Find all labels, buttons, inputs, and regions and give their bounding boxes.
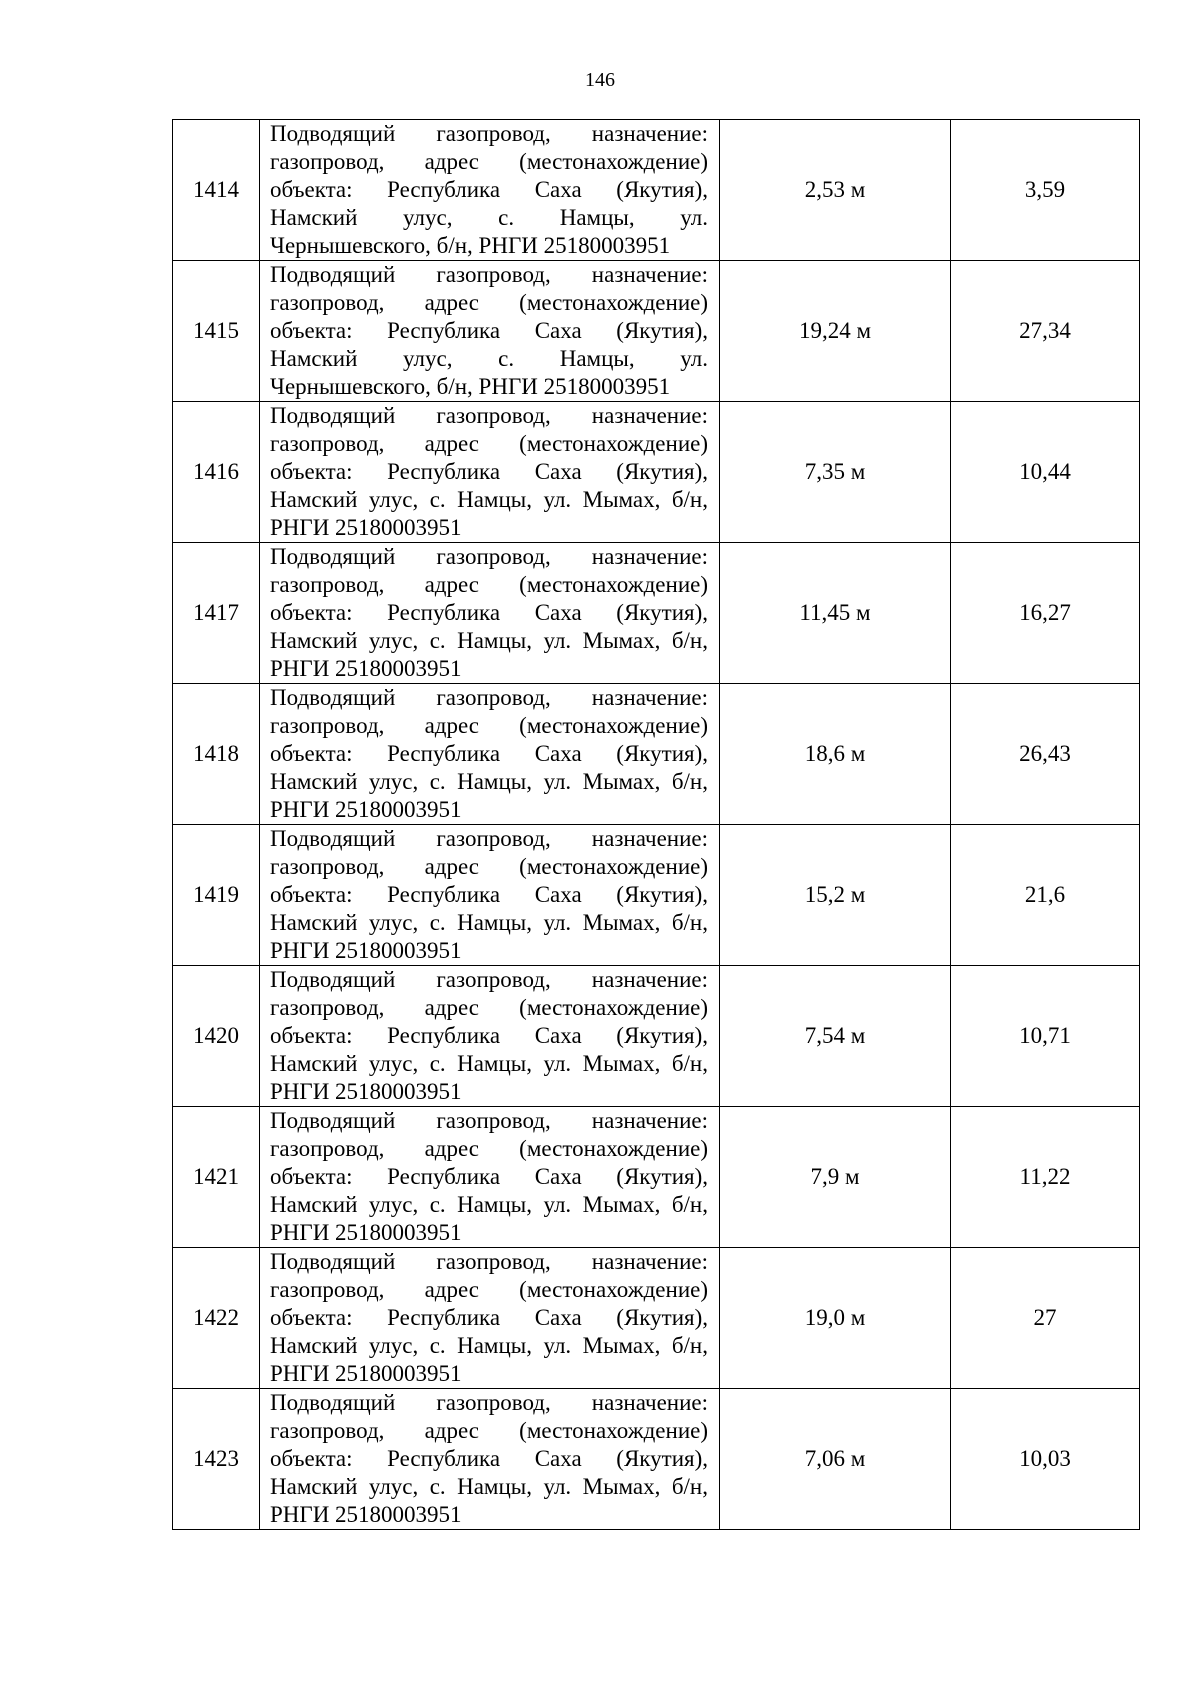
object-description-cell: Подводящий газопровод, назначение: газопровод, адрес (местонахождение) объекта: Республика Саха (Якутия), Намский улус, с. Намцы, ул. Мымах, б/н, РНГИ 25180003951 — [260, 402, 720, 543]
value-cell: 10,44 — [951, 402, 1140, 543]
value-cell: 27,34 — [951, 261, 1140, 402]
property-registry-table — [172, 119, 1140, 1530]
row-number-cell: 1419 — [173, 825, 260, 966]
row-number-cell: 1420 — [173, 966, 260, 1107]
table-row — [173, 966, 1140, 1107]
length-cell: 19,24 м — [720, 261, 951, 402]
value-cell: 10,71 — [951, 966, 1140, 1107]
value-cell: 3,59 — [951, 120, 1140, 261]
object-description-cell: Подводящий газопровод, назначение: газопровод, адрес (местонахождение) объекта: Республика Саха (Якутия), Намский улус, с. Намцы, ул. Мымах, б/н, РНГИ 25180003951 — [260, 684, 720, 825]
length-cell: 11,45 м — [720, 543, 951, 684]
table-row — [173, 1107, 1140, 1248]
length-cell: 15,2 м — [720, 825, 951, 966]
object-description-cell: Подводящий газопровод, назначение: газопровод, адрес (местонахождение) объекта: Республика Саха (Якутия), Намский улус, с. Намцы, ул. Мымах, б/н, РНГИ 25180003951 — [260, 543, 720, 684]
table-row — [173, 402, 1140, 543]
length-cell: 7,9 м — [720, 1107, 951, 1248]
table-row — [173, 825, 1140, 966]
table-row — [173, 1248, 1140, 1389]
row-number-cell: 1415 — [173, 261, 260, 402]
page-number: 146 — [585, 69, 615, 91]
object-description-cell: Подводящий газопровод, назначение: газопровод, адрес (местонахождение) объекта: Республика Саха (Якутия), Намский улус, с. Намцы, ул. Мымах, б/н, РНГИ 25180003951 — [260, 825, 720, 966]
object-description-cell: Подводящий газопровод, назначение: газопровод, адрес (местонахождение) объекта: Республика Саха (Якутия), Намский улус, с. Намцы, ул. Чернышевского, б/н, РНГИ 25180003951 — [260, 261, 720, 402]
length-cell: 7,35 м — [720, 402, 951, 543]
value-cell: 10,03 — [951, 1389, 1140, 1530]
table-row — [173, 261, 1140, 402]
table-row — [173, 1389, 1140, 1530]
row-number-cell: 1423 — [173, 1389, 260, 1530]
row-number-cell: 1422 — [173, 1248, 260, 1389]
length-cell: 7,54 м — [720, 966, 951, 1107]
row-number-cell: 1416 — [173, 402, 260, 543]
object-description-cell: Подводящий газопровод, назначение: газопровод, адрес (местонахождение) объекта: Республика Саха (Якутия), Намский улус, с. Намцы, ул. Мымах, б/н, РНГИ 25180003951 — [260, 1248, 720, 1389]
value-cell: 16,27 — [951, 543, 1140, 684]
value-cell: 21,6 — [951, 825, 1140, 966]
length-cell: 7,06 м — [720, 1389, 951, 1530]
object-description-cell: Подводящий газопровод, назначение: газопровод, адрес (местонахождение) объекта: Республика Саха (Якутия), Намский улус, с. Намцы, ул. Мымах, б/н, РНГИ 25180003951 — [260, 1389, 720, 1530]
value-cell: 27 — [951, 1248, 1140, 1389]
length-cell: 19,0 м — [720, 1248, 951, 1389]
row-number-cell: 1414 — [173, 120, 260, 261]
table-body — [173, 120, 1140, 1530]
value-cell: 26,43 — [951, 684, 1140, 825]
row-number-cell: 1417 — [173, 543, 260, 684]
row-number-cell: 1421 — [173, 1107, 260, 1248]
table-row — [173, 120, 1140, 261]
row-number-cell: 1418 — [173, 684, 260, 825]
object-description-cell: Подводящий газопровод, назначение: газопровод, адрес (местонахождение) объекта: Республика Саха (Якутия), Намский улус, с. Намцы, ул. Мымах, б/н, РНГИ 25180003951 — [260, 1107, 720, 1248]
table-row — [173, 684, 1140, 825]
length-cell: 18,6 м — [720, 684, 951, 825]
object-description-cell: Подводящий газопровод, назначение: газопровод, адрес (местонахождение) объекта: Республика Саха (Якутия), Намский улус, с. Намцы, ул. Мымах, б/н, РНГИ 25180003951 — [260, 966, 720, 1107]
value-cell: 11,22 — [951, 1107, 1140, 1248]
length-cell: 2,53 м — [720, 120, 951, 261]
table-row — [173, 543, 1140, 684]
object-description-cell: Подводящий газопровод, назначение: газопровод, адрес (местонахождение) объекта: Республика Саха (Якутия), Намский улус, с. Намцы, ул. Чернышевского, б/н, РНГИ 25180003951 — [260, 120, 720, 261]
